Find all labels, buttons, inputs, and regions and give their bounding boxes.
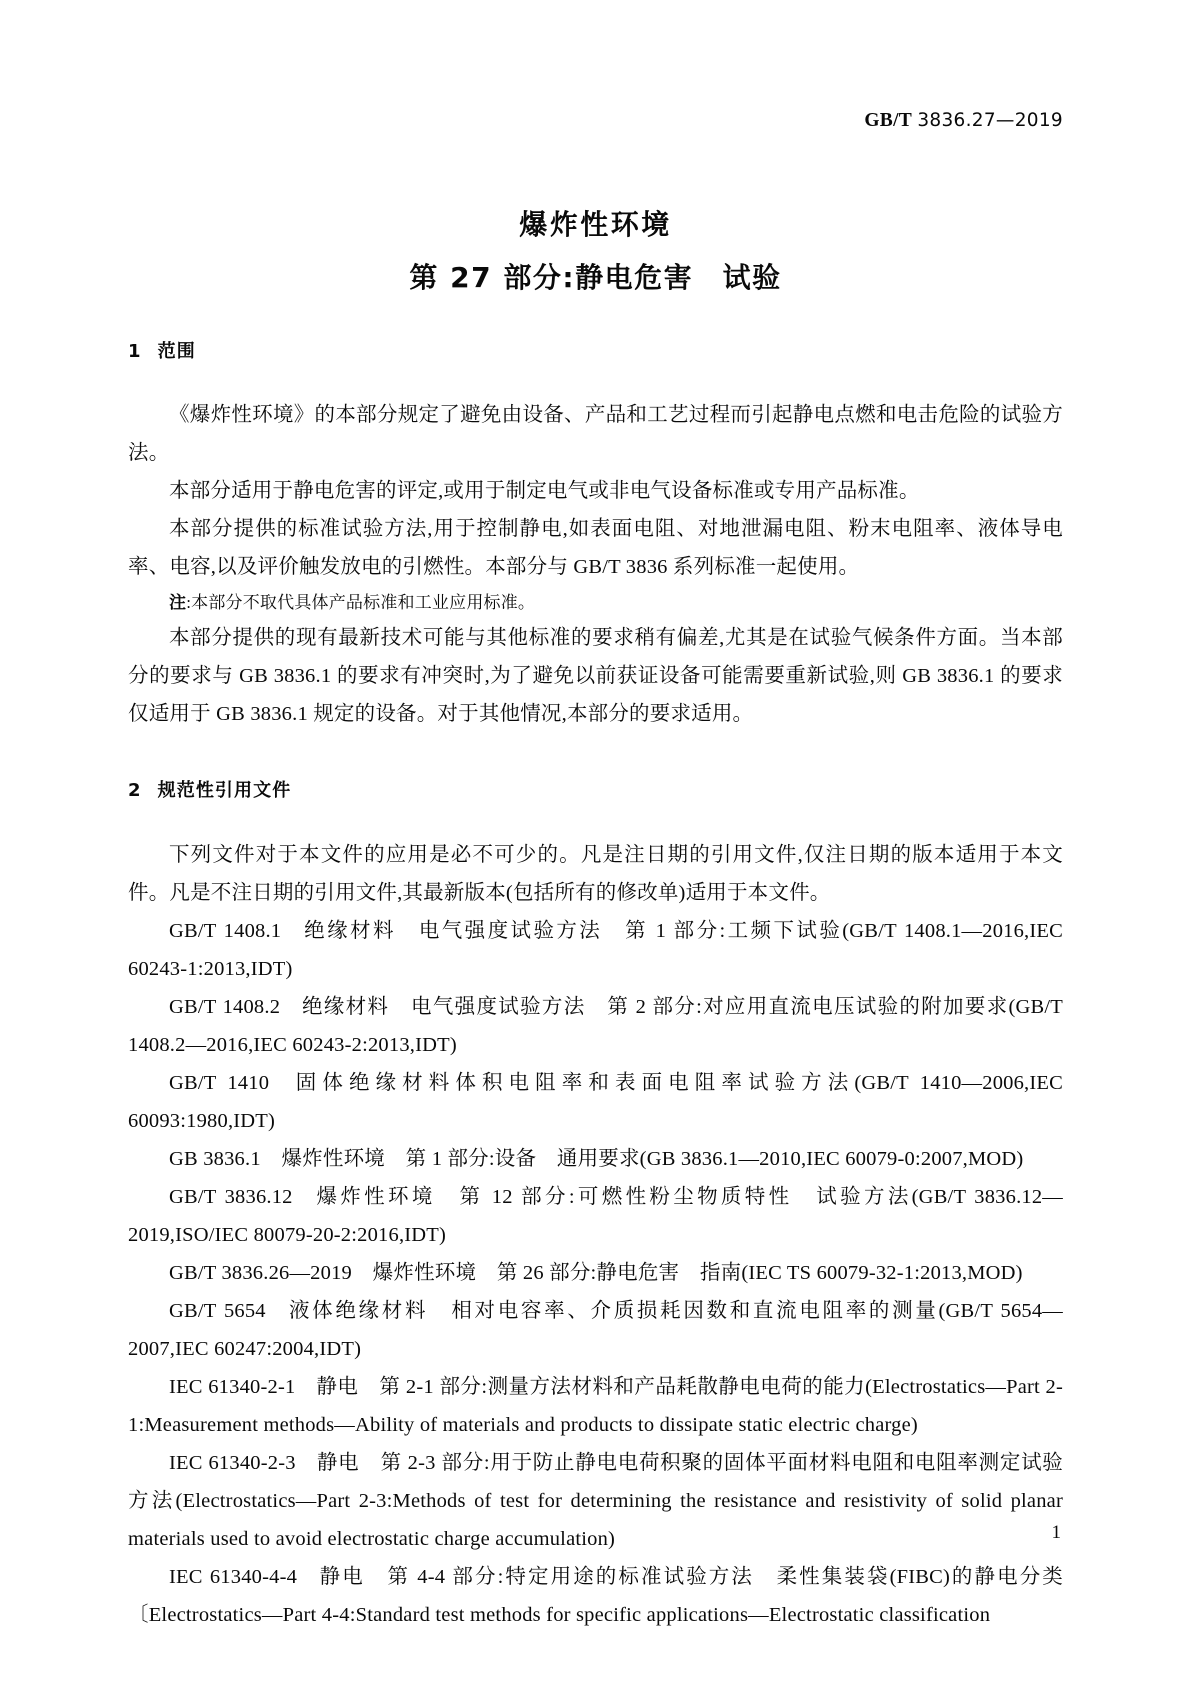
page-header	[130, 110, 1063, 136]
standard-code: GB/T	[864, 110, 913, 131]
note-label: 注	[169, 593, 187, 613]
clause-title-2: 规范性引用文件	[157, 780, 292, 802]
reference-item: GB/T 1408.2 绝缘材料 电气强度试验方法 第 2 部分:对应用直流电压试验的附加要求(GB/T 1408.2—2016,IEC 60243-2:2013,IDT)	[128, 995, 1063, 1056]
clause-title-1: 范围	[157, 341, 196, 362]
document-title-part: 第 27 部分:静电危害 试验	[409, 260, 782, 294]
title-block	[0, 205, 1191, 298]
reference-item: GB/T 3836.12 爆炸性环境 第 12 部分:可燃性粉尘物质特性 试验方法(GB/T 3836.12—2019,ISO/IEC 80079-20-2:2016,IDT)	[128, 1185, 1063, 1246]
paragraph-refs-intro: 下列文件对于本文件的应用是必不可少的。凡是注日期的引用文件,仅注日期的版本适用于本文件。凡是不注日期的引用文件,其最新版本(包括所有的修改单)适用于本文件。	[128, 843, 1063, 904]
reference-item: GB 3836.1 爆炸性环境 第 1 部分:设备 通用要求(GB 3836.1—2010,IEC 60079-0:2007,MOD)	[169, 1147, 1024, 1170]
reference-item: GB/T 3836.26—2019 爆炸性环境 第 26 部分:静电危害 指南(IEC TS 60079-32-1:2013,MOD)	[169, 1261, 1023, 1284]
page-number: 1	[1051, 1522, 1061, 1543]
clause-number-2: 2	[128, 780, 142, 802]
paragraph-scope-4: 本部分提供的现有最新技术可能与其他标准的要求稍有偏差,尤其是在试验气候条件方面。当本部分的要求与 GB 3836.1 的要求有冲突时,为了避免以前获证设备可能需要重新试验,则 GB 3836.1 的要求仅适用于 GB 3836.1 规定的设备。对于其他情况,本部分的要求适用。	[128, 627, 1063, 726]
paragraph-scope-3: 本部分提供的标准试验方法,用于控制静电,如表面电阻、对地泄漏电阻、粉末电阻率、液体导电率、电容,以及评价触发放电的引燃性。本部分与 GB/T 3836 系列标准一起使用。	[128, 518, 1063, 579]
reference-item: GB/T 1408.1 绝缘材料 电气强度试验方法 第 1 部分:工频下试验(GB/T 1408.1—2016,IEC 60243-1:2013,IDT)	[128, 919, 1063, 980]
standard-number: 3836.27—2019	[917, 110, 1063, 131]
clause-heading-2	[128, 779, 1063, 802]
note-text: :本部分不取代具体产品标准和工业应用标准。	[186, 593, 536, 613]
reference-item: IEC 61340-2-1 静电 第 2-1 部分:测量方法材料和产品耗散静电电荷的能力(Electrostatics—Part 2-1:Measurement methods—Ability of materials and products to dissipate static electric charge)	[128, 1375, 1063, 1436]
reference-item: GB/T 5654 液体绝缘材料 相对电容率、介质损耗因数和直流电阻率的测量(GB/T 5654—2007,IEC 60247:2004,IDT)	[128, 1299, 1063, 1360]
spacer	[128, 733, 1063, 779]
document-title-main: 爆炸性环境	[519, 208, 672, 241]
clause-heading-1	[128, 340, 1063, 363]
paragraph-scope-2: 本部分适用于静电危害的评定,或用于制定电气或非电气设备标准或专用产品标准。	[169, 480, 920, 503]
spacer	[128, 363, 1063, 396]
spacer	[128, 803, 1063, 836]
clause-number-1: 1	[128, 341, 142, 362]
document-body	[128, 340, 1063, 1634]
reference-item: GB/T 1410 固体绝缘材料体积电阻率和表面电阻率试验方法(GB/T 1410—2006,IEC 60093:1980,IDT)	[128, 1071, 1063, 1132]
paragraph-scope-1: 《爆炸性环境》的本部分规定了避免由设备、产品和工艺过程而引起静电点燃和电击危险的试验方法。	[128, 404, 1063, 465]
reference-item: IEC 61340-4-4 静电 第 4-4 部分:特定用途的标准试验方法 柔性集装袋(FIBC)的静电分类〔Electrostatics—Part 4-4:Standard test methods for specific applications—Electrostatic classification	[128, 1565, 1063, 1626]
note-line	[128, 586, 1063, 619]
reference-item: IEC 61340-2-3 静电 第 2-3 部分:用于防止静电电荷积聚的固体平面材料电阻和电阻率测定试验方法(Electrostatics—Part 2-3:Methods of test for determining the resistance and resistivity of solid planar materials used to avoid electrostatic charge accumulation)	[128, 1451, 1063, 1550]
